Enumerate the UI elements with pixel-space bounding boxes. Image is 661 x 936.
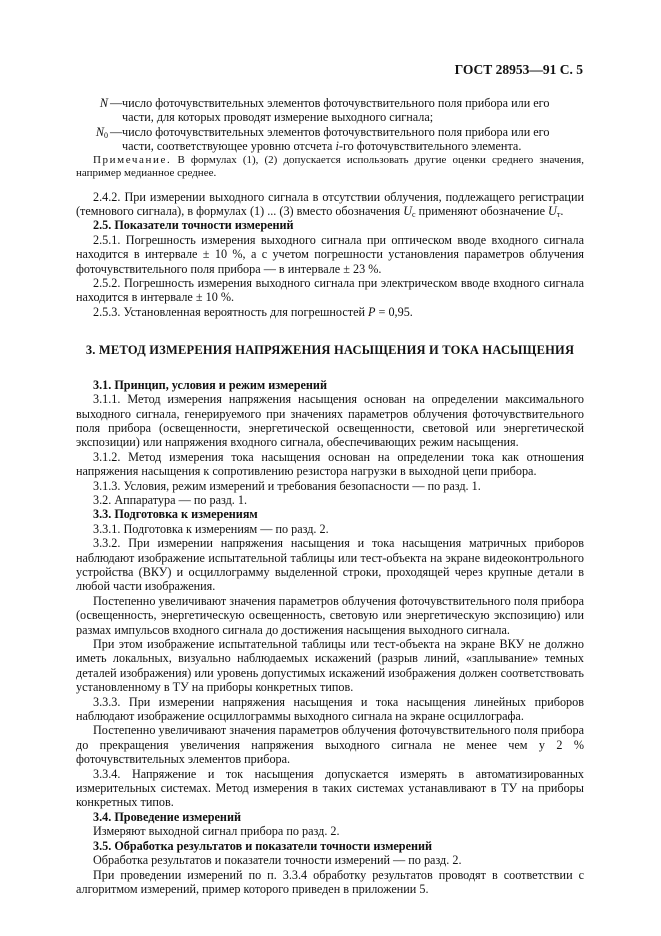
- paragraph-2-5-1: 2.5.1. Погрешность измерения выходного сигнала при оптическом вводе входного сигнала находится в интервале ± 10 %, а с учетом погрешности установления параметров облучения фоточувствительного поля прибора — в интервале ± 23 %.: [76, 232, 584, 276]
- paragraph-3-1-3: 3.1.3. Условия, режим измерений и требования безопасности — по разд. 1.: [93, 478, 481, 493]
- paragraph-2-5-3: 2.5.3. Установленная вероятность для погрешностей P = 0,95.: [93, 304, 413, 319]
- paragraph-3-5: Обработка результатов и показатели точности измерений — по разд. 2.: [93, 853, 462, 868]
- paragraph-3-3-3-b: Постепенно увеличивают значения параметров облучения фоточувствительного поля прибора до прекращения увеличения напряжения выходного сигнала не менее чем у 2 % фоточувствительных элементов прибора.: [76, 723, 584, 767]
- page-header: ГОСТ 28953—91 С. 5: [454, 62, 583, 77]
- note-text: В формулах (1), (2) допускается использовать другие оценки среднего значения, например медианное среднее.: [76, 153, 584, 179]
- heading-3-5: 3.5. Обработка результатов и показатели точности измерений: [93, 838, 433, 853]
- note-label: Примечание.: [93, 153, 172, 166]
- paragraph-2-4-2: 2.4.2. При измерении выходного сигнала в отсутствии облучения, подлежащего регистрации (темнового сигнала), в формулах (1) ... (3) вместо обозначения $U_c$ применяют обозначение $U_т$.: [76, 189, 584, 220]
- definition-dash: —: [110, 124, 123, 139]
- paragraph-3-1-1: 3.1.1. Метод измерения напряжения насыщения основан на определении максимального выходного сигнала, генерируемого при значениях параметров облучения фоточувствительного поля прибора (освещенности, энергетической освещенности, световой или энергетической экспозиции) или напряжения входного сигнала, обеспечивающих режим насыщения.: [76, 392, 584, 450]
- paragraph-3-3-2: 3.3.2. При измерении напряжения насыщения и тока насыщения матричных приборов наблюдают изображение испытательной таблицы или тест-объекта на экране видеоконтрольного устройства (ВКУ) и осциллограмму выделенной строки, проходящей через крупные детали в любой части изображения.: [76, 536, 584, 594]
- paragraph-3-5-b: При проведении измерений по п. 3.3.4 обработку результатов проводят в соответствии с алгоритмом измерений, пример которого приведен в приложении 5.: [76, 867, 584, 896]
- heading-2-5: 2.5. Показатели точности измерений: [93, 218, 294, 233]
- definition-term: N: [99, 96, 108, 110]
- definition-text: число фоточувствительных элементов фоточувствительного поля прибора или его части, соответствующее уровню отсчета i-го фоточувствительного элемента.: [122, 124, 550, 154]
- definition-n0: [76, 125, 584, 154]
- paragraph-3-3-4: 3.3.4. Напряжение и ток насыщения допускается измерять в автоматизированных измерительных системах. Метод измерения в таких системах устанавливают в ТУ на приборы конкретных типов.: [76, 766, 584, 810]
- document-body: [76, 96, 584, 896]
- paragraph-3-3-2-c: При этом изображение испытательной таблицы или тест-объекта на экране ВКУ не должно иметь локальных, визуально наблюдаемых искажений (разрыв линий, «заплывание» темных деталей изображения) или уровень допустимых искажений изображения должен соответствовать установленному в ТУ на приборы конкретных типов.: [76, 637, 584, 695]
- paragraph-2-5-2: 2.5.2. Погрешность измерения выходного сигнала при электрическом вводе входного сигнала находится в интервале ± 10 %.: [76, 276, 584, 305]
- paragraph-3-3-2-b: Постепенно увеличивают значения параметров облучения фоточувствительного поля прибора (освещенность, энергетическую освещенность, световую или энергетическую экспозицию) или размах импульсов входного сигнала до достижения насыщения выходного сигнала.: [76, 593, 584, 637]
- paragraph-3-2: 3.2. Аппаратура — по разд. 1.: [93, 492, 248, 507]
- paragraph-3-3-1: 3.3.1. Подготовка к измерениям — по разд. 2.: [93, 521, 329, 536]
- paragraph-3-3-3: 3.3.3. При измерении напряжения насыщения и тока насыщения линейных приборов наблюдают изображение осциллограммы выходного сигнала на экране осциллографа.: [76, 694, 584, 724]
- note: [76, 154, 584, 180]
- section-3-title: 3. МЕТОД ИЗМЕРЕНИЯ НАПРЯЖЕНИЯ НАСЫЩЕНИЯ И ТОКА НАСЫЩЕНИЯ: [85, 343, 575, 358]
- heading-3-1: 3.1. Принцип, условия и режим измерений: [93, 377, 327, 392]
- heading-3-4: 3.4. Проведение измерений: [93, 809, 241, 824]
- heading-3-3: 3.3. Подготовка к измерениям: [93, 507, 258, 522]
- definition-dash: —: [110, 96, 123, 110]
- definition-term: $N_0$: [95, 124, 108, 140]
- definition-text: число фоточувствительных элементов фоточувствительного поля прибора или его части, для которых проводят измерение выходного сигнала;: [122, 96, 550, 125]
- paragraph-3-1-2: 3.1.2. Метод измерения тока насыщения основан на определении тока как отношения напряжения насыщения к сопротивлению резистора нагрузки в выходной цепи прибора.: [76, 449, 584, 479]
- definition-n: [76, 96, 584, 125]
- paragraph-3-4: Измеряют выходной сигнал прибора по разд. 2.: [93, 824, 340, 839]
